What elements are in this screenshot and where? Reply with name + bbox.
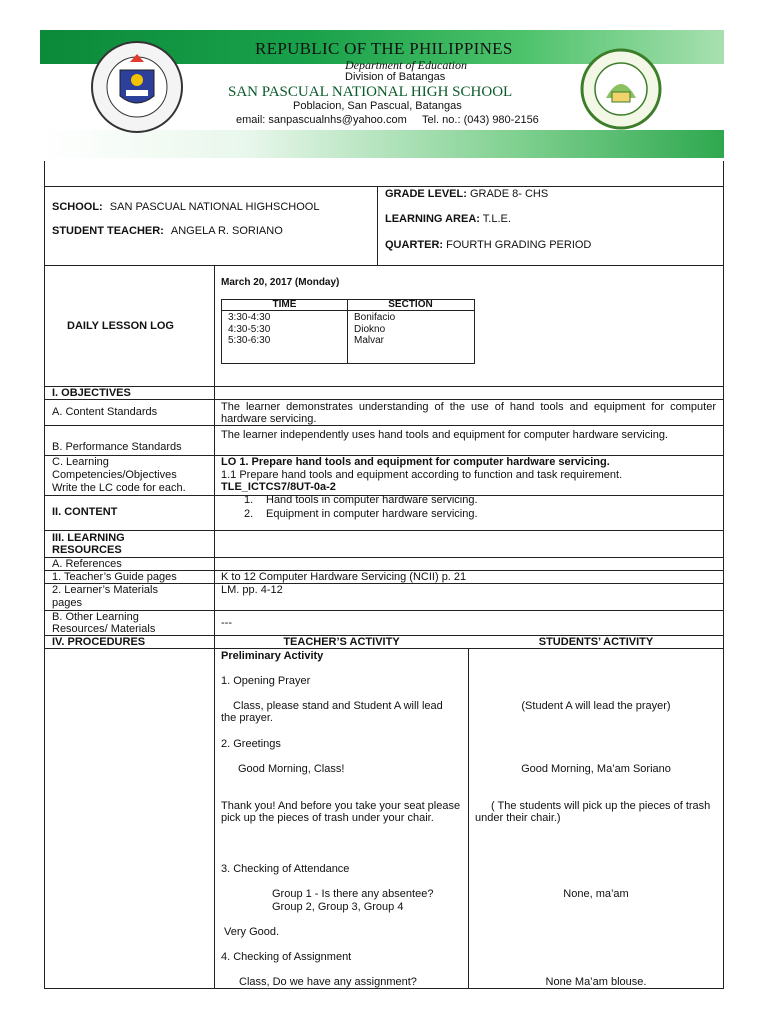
greet-teacher: Good Morning, Class! [238, 763, 345, 775]
content-standards-value: The learner demonstrates understanding of the use of hand tools and equipment for computer hardware servicing. [221, 401, 716, 425]
content-item: Equipment in computer hardware servicing. [266, 508, 478, 520]
content-item: Hand tools in computer hardware servicing. [266, 494, 478, 506]
assignment-student: None Ma’am blouse. [545, 976, 647, 988]
banner-bottom-band [40, 130, 724, 158]
absentee-line-2: Group 2, Group 3, Group 4 [272, 901, 404, 913]
attendance: 3. Checking of Attendance [221, 863, 350, 875]
checking-assignment: 4. Checking of Assignment [221, 951, 352, 963]
teacher-activity-header: TEACHER’S ACTIVITY [283, 636, 400, 648]
performance-standards-label: B. Performance Standards [52, 441, 182, 453]
area-row [385, 213, 511, 225]
lesson-date: March 20, 2017 (Monday) [221, 277, 340, 288]
header-banner [40, 30, 724, 158]
grade-value: GRADE 8- CHS [469, 188, 549, 200]
competency-lo: LO 1. Prepare hand tools and equipment for computer hardware servicing. [221, 456, 610, 468]
banner-department: Department of Education [345, 58, 467, 72]
grade-label: GRADE LEVEL: [385, 188, 467, 200]
learners-materials-label-1: 2. Learner’s Materials [52, 584, 158, 596]
absentee-line-1: Group 1 - Is there any absentee? [272, 888, 434, 900]
banner-address: Poblacion, San Pascual, Batangas [293, 100, 462, 112]
competency-code: TLE_ICTCS7/8UT-0a-2 [221, 481, 336, 493]
assignment-teacher: Class, Do we have any assignment? [239, 976, 417, 988]
references-label: A. References [52, 558, 122, 570]
learners-materials-label-2: pages [52, 597, 82, 609]
content-item-number: 2. [244, 508, 254, 520]
performance-standards-value: The learner independently uses hand tools and equipment for computer hardware servicing. [221, 429, 668, 441]
banner-tel: Tel. no.: (043) 980-2156 [422, 114, 539, 126]
area-label: LEARNING AREA: [385, 213, 480, 225]
area-value: T.L.E. [482, 213, 511, 225]
banner-email: email: sanpascualnhs@yahoo.com [236, 114, 407, 126]
other-resources-label-1: B. Other Learning [52, 611, 139, 623]
content-item-number: 1. [244, 494, 254, 506]
time-header: TIME [272, 299, 297, 310]
trash-student: ( The students will pick up the pieces of trash under their chair.) [475, 800, 711, 824]
resources-heading-1: III. LEARNING [52, 532, 125, 544]
banner-school-name: SAN PASCUAL NATIONAL HIGH SCHOOL [228, 84, 513, 100]
school-value: SAN PASCUAL NATIONAL HIGHSCHOOL [109, 201, 320, 213]
section-cell: Diokno [354, 324, 386, 335]
preliminary-activity: Preliminary Activity [221, 650, 324, 662]
very-good: Very Good. [224, 926, 280, 938]
competencies-label-3: Write the LC code for each. [52, 482, 186, 494]
teacher-value: ANGELA R. SORIANO [170, 225, 283, 237]
school-label: SCHOOL: [52, 201, 103, 213]
time-cell: 5:30-6:30 [228, 335, 271, 346]
grade-row [385, 188, 548, 200]
learners-materials-value: LM. pp. 4-12 [221, 584, 283, 596]
time-cell: 4:30-5:30 [228, 324, 271, 335]
opening-prayer: 1. Opening Prayer [221, 675, 311, 687]
prayer-teacher: Class, please stand and Student A will lead the prayer. [221, 700, 443, 724]
time-cell: 3:30-4:30 [228, 312, 271, 323]
procedures-heading: IV. PROCEDURES [52, 636, 146, 648]
resources-heading-2: RESOURCES [52, 544, 122, 556]
section-cell: Malvar [354, 335, 385, 346]
teacher-row [52, 225, 283, 237]
content-standards-label: A. Content Standards [52, 406, 158, 418]
banner-republic: REPUBLIC OF THE PHILIPPINES [255, 39, 513, 58]
competencies-label-1: C. Learning [52, 456, 109, 468]
teacher-label: STUDENT TEACHER: [52, 225, 164, 237]
school-row [52, 201, 319, 213]
quarter-value: FOURTH GRADING PERIOD [446, 239, 592, 251]
section-cell: Bonifacio [354, 312, 396, 323]
prayer-student: (Student A will lead the prayer) [521, 700, 671, 712]
content-heading: II. CONTENT [52, 506, 118, 518]
greetings: 2. Greetings [221, 738, 281, 750]
banner-division: Division of Batangas [345, 71, 446, 83]
section-header: SECTION [388, 299, 433, 310]
quarter-row [385, 239, 591, 251]
school-seal-icon [580, 48, 662, 130]
daily-lesson-log-title: DAILY LESSON LOG [67, 320, 174, 332]
objectives-heading: I. OBJECTIVES [52, 387, 131, 399]
quarter-label: QUARTER: [385, 239, 444, 251]
other-resources-label-2: Resources/ Materials [52, 623, 156, 635]
greet-student: Good Morning, Ma’am Soriano [521, 763, 671, 775]
teachers-guide-label: 1. Teacher’s Guide pages [52, 571, 177, 583]
students-activity-header: STUDENTS’ ACTIVITY [538, 636, 654, 648]
other-resources-value: --- [221, 617, 232, 629]
trash-teacher: Thank you! And before you take your seat please pick up the pieces of trash under your chair. [221, 800, 461, 824]
competencies-label-2: Competencies/Objectives [52, 469, 177, 481]
teachers-guide-value: K to 12 Computer Hardware Servicing (NCII) p. 21 [221, 571, 467, 583]
deped-seal-icon [90, 40, 184, 134]
absentee-student: None, ma’am [563, 888, 629, 900]
competency-sub: 1.1 Prepare hand tools and equipment according to function and task requirement. [221, 469, 623, 481]
